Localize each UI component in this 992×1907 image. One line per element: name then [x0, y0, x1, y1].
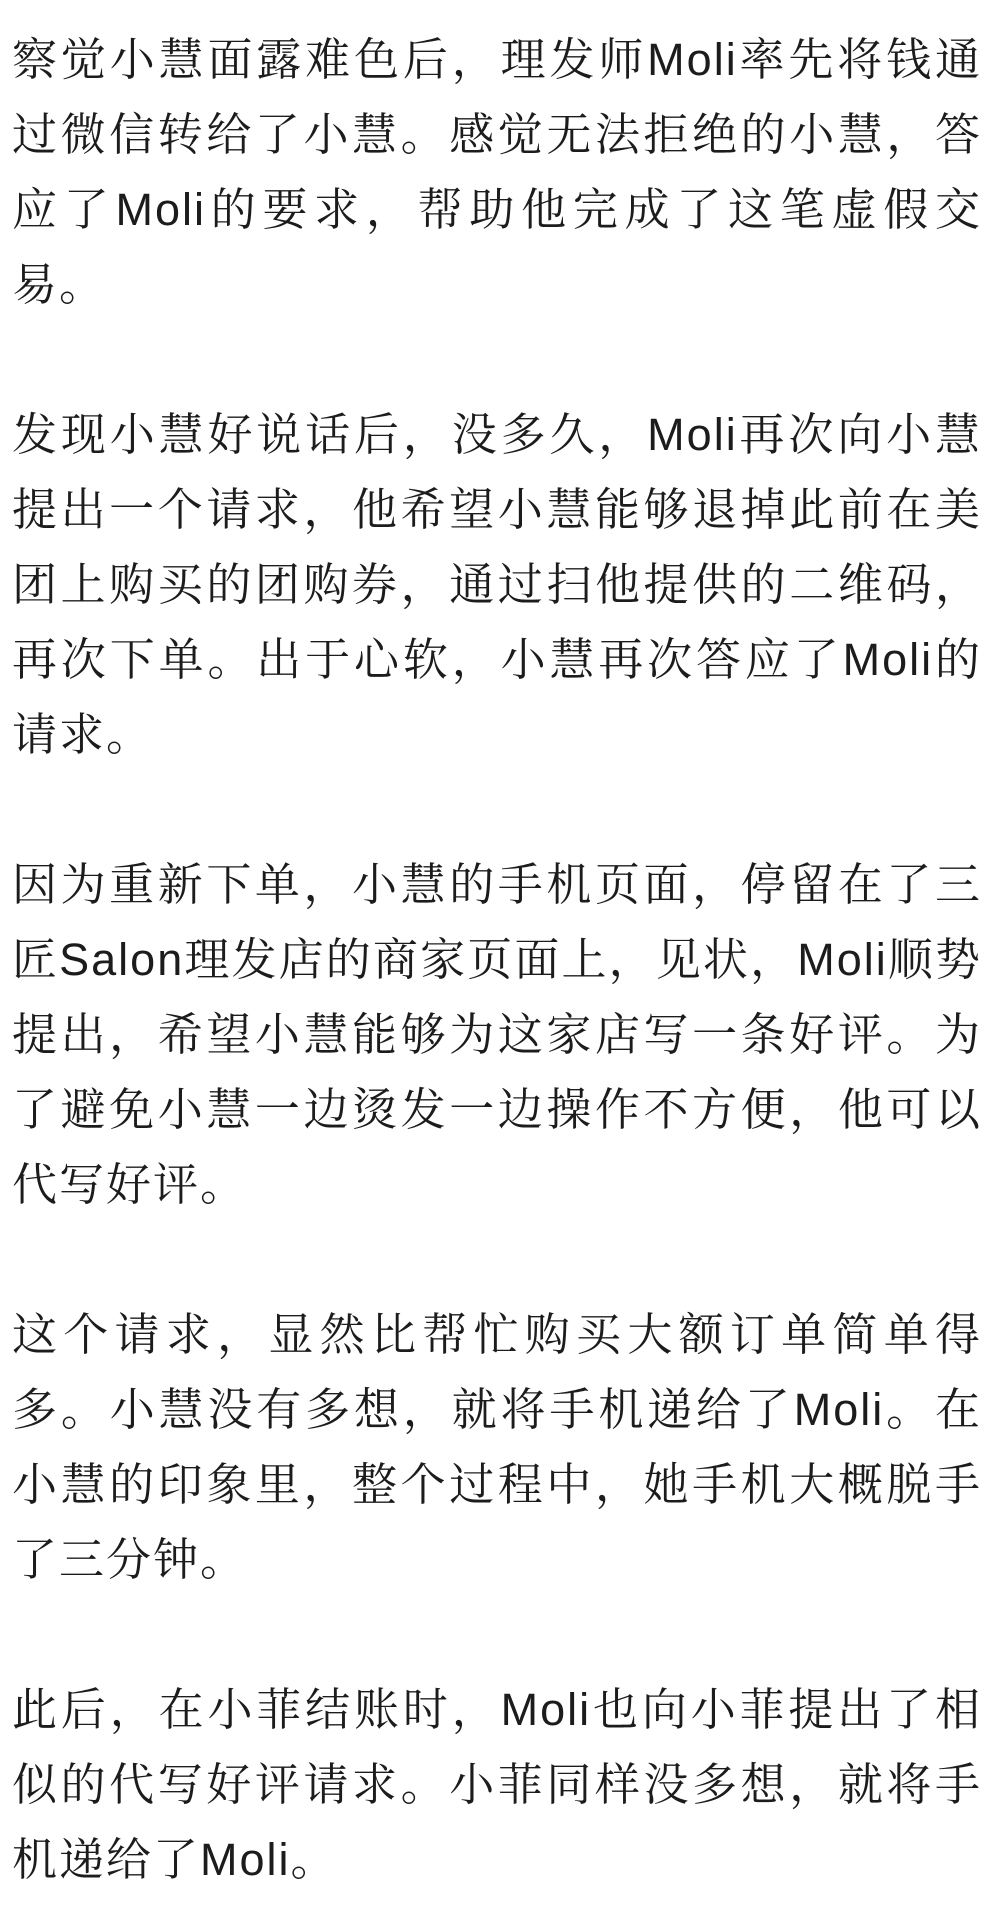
article-paragraph-3: 因为重新下单，小慧的手机页面，停留在了三匠Salon理发店的商家页面上，见状，Moli顺势提出，希望小慧能够为这家店写一条好评。为了避免小慧一边烫发一边操作不方便，他可以代写好评。	[12, 859, 982, 1210]
article-paragraph-4: 这个请求，显然比帮忙购买大额订单简单得多。小慧没有多想，就将手机递给了Moli。在小慧的印象里，整个过程中，她手机大概脱手了三分钟。	[12, 1309, 982, 1585]
article-paragraph-2: 发现小慧好说话后，没多久，Moli再次向小慧提出一个请求，他希望小慧能够退掉此前在美团上购买的团购券，通过扫他提供的二维码，再次下单。出于心软，小慧再次答应了Moli的请求。	[12, 409, 982, 760]
article-body	[12, 22, 982, 1897]
article-paragraph-5: 此后，在小菲结账时，Moli也向小菲提出了相似的代写好评请求。小菲同样没多想，就将手机递给了Moli。	[12, 1684, 982, 1885]
article-paragraph-1: 察觉小慧面露难色后，理发师Moli率先将钱通过微信转给了小慧。感觉无法拒绝的小慧，答应了Moli的要求，帮助他完成了这笔虚假交易。	[12, 34, 982, 310]
